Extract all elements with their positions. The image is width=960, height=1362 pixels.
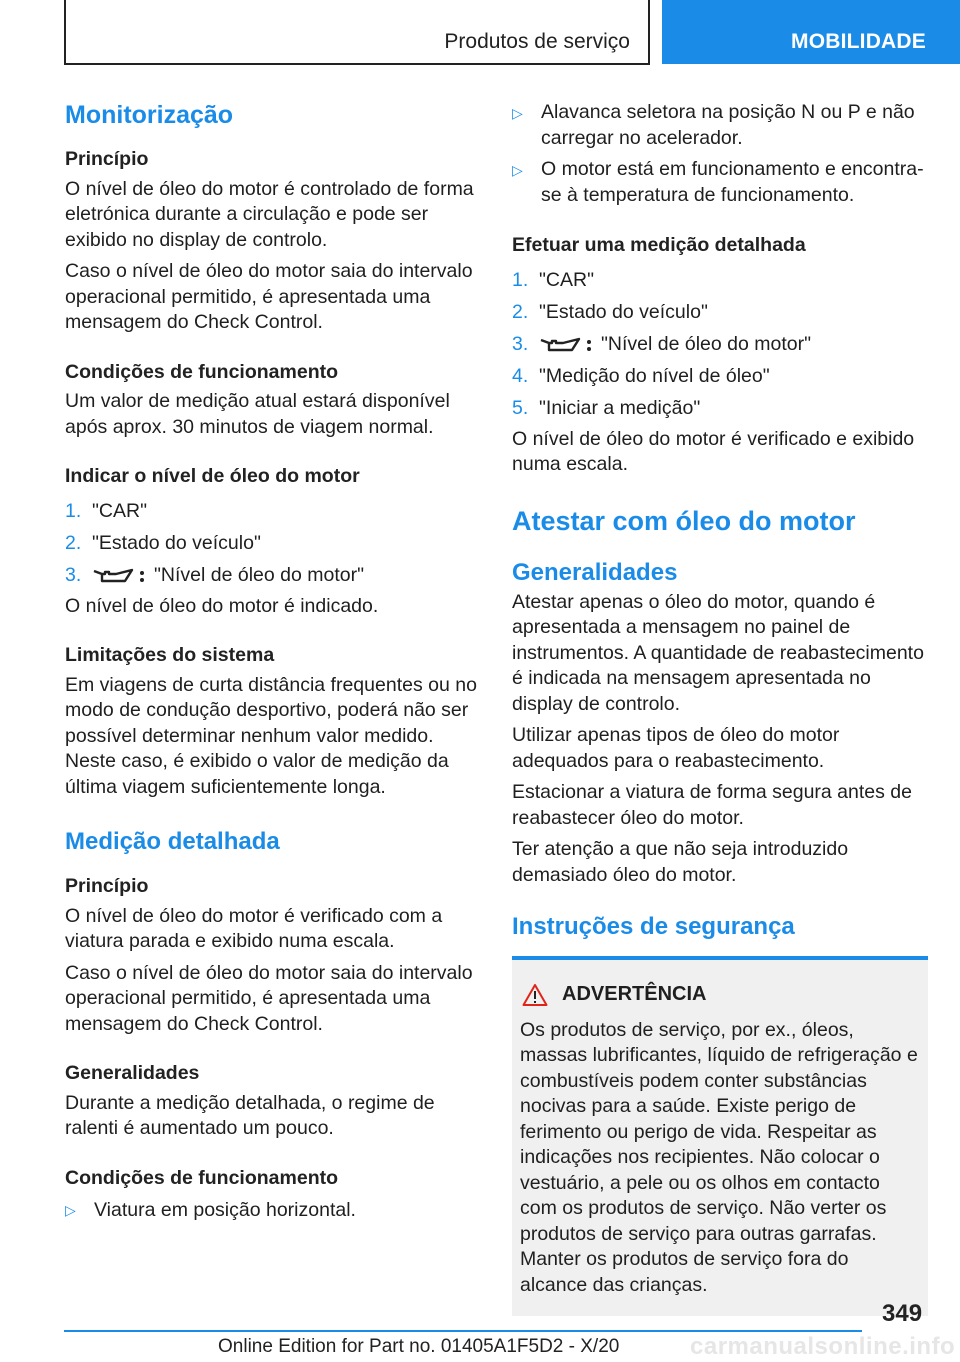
step-text: "Estado do veículo" <box>539 300 708 323</box>
paragraph: O nível de óleo do motor é controlado de forma eletrónica durante a circulação e pode ser exibido no display de controlo. <box>65 177 474 251</box>
subheading-condicoes: Condições de funcionamento <box>65 1166 339 1189</box>
paragraph: O nível de óleo do motor é indicado. <box>65 594 379 617</box>
bullet-text: Viatura em posição horizontal. <box>94 1198 356 1221</box>
step-text: "Estado do veículo" <box>92 531 261 554</box>
chapter-tab[interactable] <box>662 0 960 64</box>
subheading-indicar: Indicar o nível de óleo do motor <box>65 465 360 487</box>
warning-title-text: ADVERTÊNCIA <box>562 983 707 1005</box>
bullet-text: Alavanca seletora na posição N ou P e não carregar no acelerador. <box>541 101 915 149</box>
step-text: "CAR" <box>92 499 148 522</box>
step-text: "Nível de óleo do motor" <box>154 563 365 586</box>
warning-text: Os produtos de serviço, por ex., óleos, massas lubrificantes, líquido de refrigeração e combustíveis podem conter substâncias nocivas para a saúde. Existe perigo de ferimento ou perigo de vida. Respeitar as indicações nos recipientes. Não colocar o vestuário, a pele ou os olhos em contacto com os produtos de serviço. Não verter os produtos de serviço para outras garrafas. Manter os produtos de serviço fora do alcance das crianças. <box>520 1018 918 1296</box>
subheading-efetuar: Efetuar uma medição detalhada <box>512 234 806 256</box>
paragraph: Caso o nível de óleo do motor saia do intervalo operacional permitido, é apresentada uma mensagem do Check Control. <box>65 260 473 333</box>
left-column <box>65 100 483 1224</box>
step-number: 2. <box>512 300 529 323</box>
step-number: 1. <box>512 268 529 291</box>
footer-edition: Online Edition for Part no. 01405A1F5D2 - X/20 <box>218 1336 620 1357</box>
warning-box <box>512 956 928 1316</box>
step-number: 3. <box>65 563 82 586</box>
subheading-limitacoes: Limitações do sistema <box>65 644 275 666</box>
triangle-bullet-icon: ▷ <box>512 162 523 178</box>
step-text: "CAR" <box>539 268 595 291</box>
oil-can-icon <box>92 565 148 587</box>
heading-atestar: Atestar com óleo do motor <box>512 505 856 536</box>
paragraph: Em viagens de curta distância frequentes ou no modo de condução desportivo, poderá não ser possível determinar nenhum valor medido. Neste caso, é exibido o valor de medição da última viagem suficientemente longa. <box>65 673 477 798</box>
subheading-principio: Princípio <box>65 148 149 170</box>
heading-instrucoes-seguranca: Instruções de segurança <box>512 913 795 940</box>
list-item <box>512 100 932 151</box>
step-number: 4. <box>512 364 529 387</box>
header-bottom-rule <box>64 63 650 65</box>
triangle-bullet-icon: ▷ <box>512 105 523 121</box>
header-left-rule <box>64 0 66 64</box>
paragraph: Estacionar a viatura de forma segura antes de reabastecer óleo do motor. <box>512 781 912 829</box>
oil-can-icon <box>539 334 595 356</box>
subheading-generalidades: Generalidades <box>65 1062 200 1084</box>
paragraph: Atestar apenas o óleo do motor, quando é apresentada a mensagem no painel de instrumentos. A quantidade de reabastecimento é indicada na mensagem apresentada no display de controlo. <box>512 590 924 715</box>
warning-triangle-icon <box>522 983 548 1007</box>
list-item <box>512 297 932 329</box>
step-text: "Medição do nível de óleo" <box>539 364 770 387</box>
triangle-bullet-icon: ▷ <box>65 1202 76 1218</box>
paragraph: Durante a medição detalhada, o regime de ralenti é aumentado um pouco. <box>65 1091 435 1139</box>
subheading-condicoes: Condições de funcionamento <box>65 360 339 383</box>
list-item <box>512 329 932 361</box>
paragraph: Ter atenção a que não seja introduzido demasiado óleo do motor. <box>512 838 849 886</box>
bullet-text: O motor está em funcionamento e encontra-se à temperatura de funcionamento. <box>541 158 924 206</box>
list-item <box>65 496 483 528</box>
right-column <box>512 100 932 1316</box>
subheading-principio: Princípio <box>65 875 149 897</box>
header-section-title: Produtos de serviço <box>444 30 630 53</box>
header-divider <box>648 0 650 64</box>
heading-generalidades: Generalidades <box>512 558 678 586</box>
heading-medicao-detalhada: Medição detalhada <box>65 828 280 855</box>
paragraph: O nível de óleo do motor é verificado e exibido numa escala. <box>512 427 915 475</box>
list-item <box>512 393 932 425</box>
steps-list <box>512 265 932 425</box>
heading-monitorizacao: Monitorização <box>65 101 234 129</box>
paragraph: Caso o nível de óleo do motor saia do intervalo operacional permitido, é apresentada uma mensagem do Check Control. <box>65 961 473 1035</box>
list-item <box>512 361 932 393</box>
paragraph: Utilizar apenas tipos de óleo do motor adequados para o reabastecimento. <box>512 724 840 772</box>
paragraph: O nível de óleo do motor é verificado com a viatura parada e exibido numa escala. <box>65 904 443 952</box>
step-text: "Nível de óleo do motor" <box>601 332 812 355</box>
paragraph: Um valor de medição atual estará disponível após aprox. 30 minutos de viagem normal. <box>65 390 450 438</box>
watermark-brand: carmanualsonline.info <box>690 1333 956 1360</box>
step-number: 1. <box>65 499 82 522</box>
page-number: 349 <box>882 1300 923 1327</box>
list-item <box>65 1197 483 1224</box>
list-item <box>65 528 483 560</box>
footer-rule <box>64 1330 862 1332</box>
chapter-tab-label: MOBILIDADE <box>791 30 926 53</box>
step-number: 2. <box>65 531 82 554</box>
step-text: "Iniciar a medição" <box>539 396 701 419</box>
list-item <box>65 560 483 592</box>
list-item <box>512 157 932 208</box>
warning-title <box>520 982 920 1008</box>
step-number: 5. <box>512 396 529 419</box>
list-item <box>512 265 932 297</box>
step-number: 3. <box>512 332 529 355</box>
steps-list <box>65 496 483 592</box>
